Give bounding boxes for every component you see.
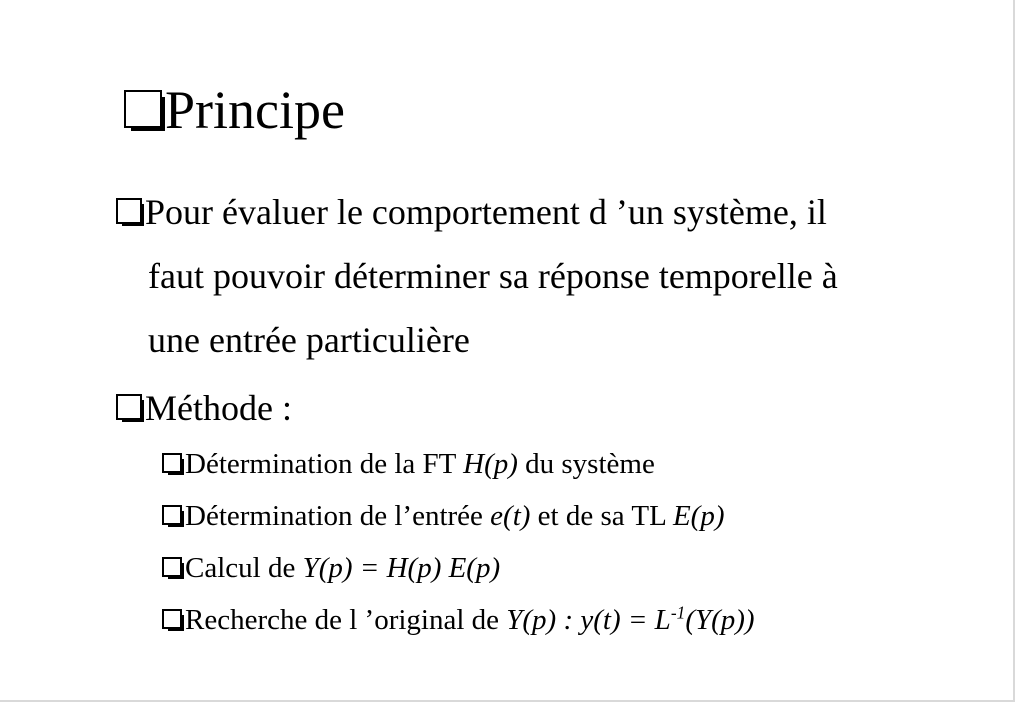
bullet-1-line-1: Pour évaluer le comportement d ’un système, il bbox=[116, 180, 827, 244]
checkbox-bullet-icon bbox=[116, 198, 142, 224]
bullet-1-line-2: faut pouvoir déterminer sa réponse temporelle à bbox=[148, 256, 838, 296]
subbullet-1: Détermination de la FT H(p) du système bbox=[162, 438, 655, 490]
checkbox-bullet-icon bbox=[116, 394, 142, 420]
subbullet-3: Calcul de Y(p) = H(p) E(p) bbox=[162, 542, 500, 594]
inverse-superscript: -1 bbox=[670, 602, 686, 623]
checkbox-bullet-icon bbox=[162, 609, 182, 629]
checkbox-bullet-icon bbox=[162, 453, 182, 473]
slide-title bbox=[124, 78, 345, 142]
subbullet-4: Recherche de l ’original de Y(p) : $y(t) = L^{-1}(Y(p))$ bbox=[162, 594, 755, 646]
checkbox-bullet-icon bbox=[162, 505, 182, 525]
slide-title-text: Principe bbox=[165, 80, 345, 140]
checkbox-bullet-icon bbox=[124, 90, 162, 128]
bullet-2-methode: Méthode : bbox=[116, 376, 292, 440]
checkbox-bullet-icon bbox=[162, 557, 182, 577]
subbullet-2: Détermination de l’entrée e(t) et de sa TL E(p) bbox=[162, 490, 725, 542]
bullet-1-line-3: une entrée particulière bbox=[148, 320, 470, 360]
